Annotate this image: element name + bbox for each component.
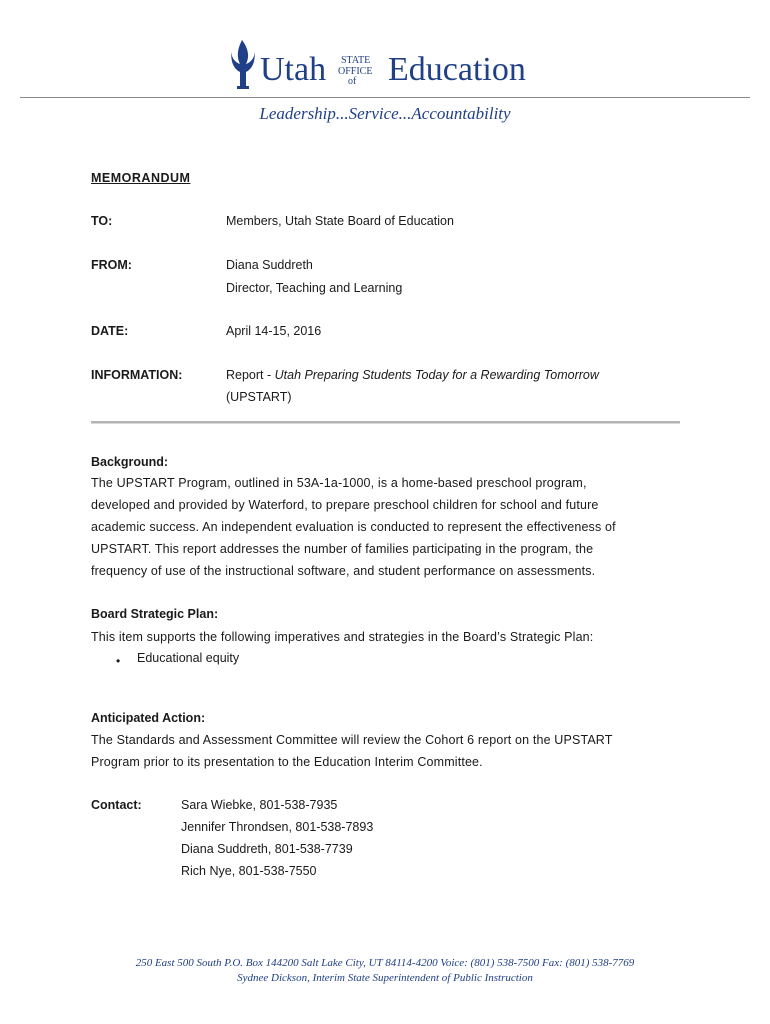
action-line: The Standards and Assessment Committee will review the Cohort 6 report on the UPSTART (91, 733, 613, 747)
contact-person: Diana Suddreth, 801-538-7739 (181, 842, 353, 856)
background-line: UPSTART. This report addresses the number of families participating in the program, the (91, 542, 594, 556)
information-value (226, 368, 599, 382)
action-line: Program prior to its presentation to the Education Interim Committee. (91, 755, 483, 769)
background-paragraph (91, 472, 671, 582)
logo-state-text: STATE (341, 55, 371, 66)
torch-icon (231, 40, 254, 89)
footer-superintendent: Sydnee Dickson, Interim State Superintendent of Public Instruction (237, 972, 533, 984)
logo-office-text: OFFICE (338, 66, 373, 77)
from-title: Director, Teaching and Learning (226, 281, 403, 295)
to-value: Members, Utah State Board of Education (226, 214, 454, 228)
background-line: frequency of use of the instructional software, and student performance on assessments. (91, 564, 596, 578)
footer-address: 250 East 500 South P.O. Box 144200 Salt Lake City, UT 84114-4200 Voice: (801) 538-7500 Fax: (801) 538-7769 (135, 957, 635, 969)
strategic-plan-heading: Board Strategic Plan: (91, 607, 219, 621)
logo-education-text: Education (388, 51, 526, 88)
date-label: DATE: (91, 324, 129, 338)
anticipated-action-paragraph (91, 729, 671, 773)
usoe-logo (228, 34, 538, 94)
from-label: FROM: (91, 258, 132, 272)
contact-label: Contact: (91, 798, 142, 812)
bullet-icon: • (116, 654, 121, 668)
to-label: TO: (91, 214, 113, 228)
logo-utah-text: Utah (260, 51, 327, 88)
tagline: Leadership...Service...Accountability (259, 104, 511, 123)
header-divider (20, 97, 750, 98)
contact-person: Sara Wiebke, 801-538-7935 (181, 798, 338, 812)
strategic-plan-bullet: Educational equity (137, 651, 240, 665)
background-line: developed and provided by Waterford, to prepare preschool children for school and future (91, 498, 599, 512)
background-line: The UPSTART Program, outlined in 53A-1a-1000, is a home-based preschool program, (91, 476, 587, 490)
background-line: academic success. An independent evaluation is conducted to represent the effectiveness of (91, 520, 616, 534)
logo-of-text: of (348, 76, 357, 87)
contact-person: Jennifer Throndsen, 801-538-7893 (181, 820, 374, 834)
memo-title: MEMORANDUM (91, 171, 191, 185)
date-value: April 14-15, 2016 (226, 324, 322, 338)
information-report-title: Utah Preparing Students Today for a Rewarding Tomorrow (274, 368, 599, 382)
anticipated-action-heading: Anticipated Action: (91, 711, 206, 725)
strategic-plan-intro: This item supports the following imperatives and strategies in the Board’s Strategic Plan: (91, 630, 594, 644)
from-name: Diana Suddreth (226, 258, 313, 272)
background-heading: Background: (91, 455, 169, 469)
contact-person: Rich Nye, 801-538-7550 (181, 864, 317, 878)
information-label: INFORMATION: (91, 368, 183, 382)
information-suffix: (UPSTART) (226, 390, 292, 404)
information-prefix: Report - (226, 368, 275, 382)
section-divider (91, 421, 680, 424)
